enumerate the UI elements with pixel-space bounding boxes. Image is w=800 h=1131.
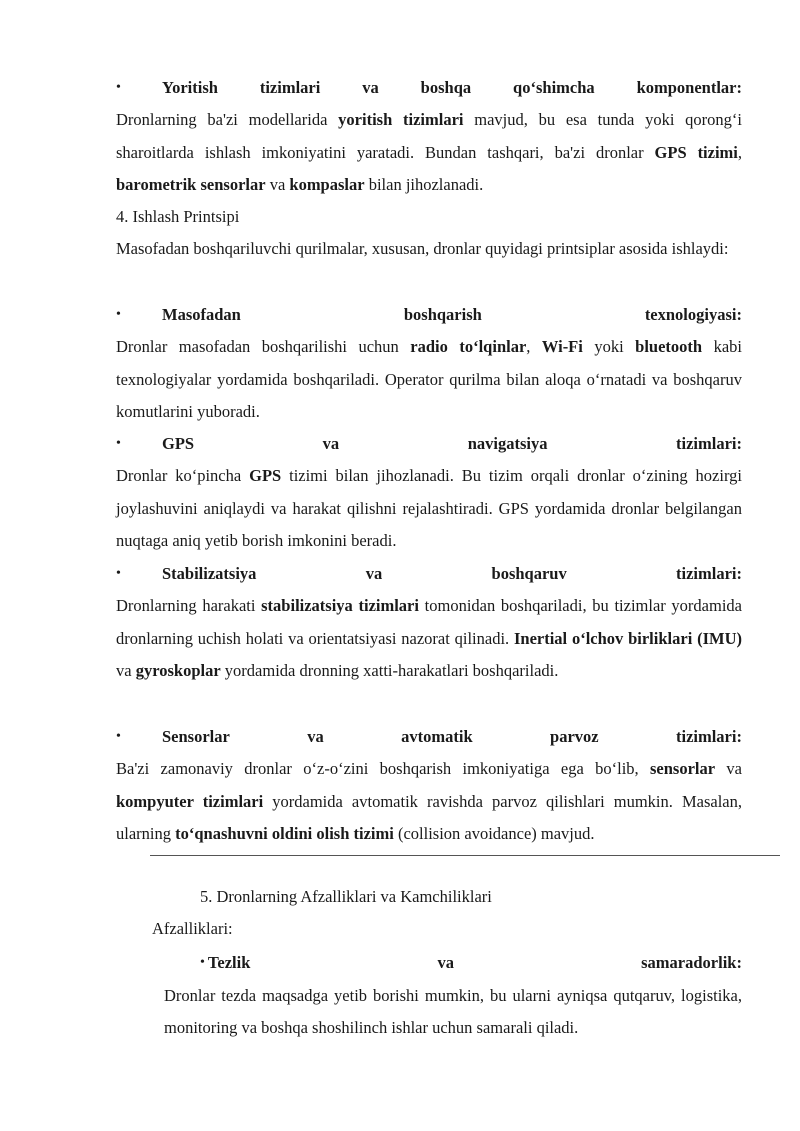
heading-word: avtomatik xyxy=(401,727,473,746)
heading-word: qo‘shimcha xyxy=(513,78,595,97)
horizontal-divider xyxy=(150,855,780,856)
text-run: kabi texnologiyalar yordamida boshqariladi. Operator qurilma bilan aloqa o‘rnatadi va boshqaruv komutlarini yuboradi. xyxy=(116,337,742,421)
text-run: Dronlarning ba'zi modellarida xyxy=(116,110,339,129)
section-title-5: 5. Dronlarning Afzalliklari va Kamchiliklari xyxy=(200,887,492,906)
text-run: va xyxy=(715,759,743,778)
bold-run: kompyuter tizimlari xyxy=(116,791,264,811)
bold-run: gyroskoplar xyxy=(135,661,221,680)
heading-word: boshqa xyxy=(420,78,472,97)
text-run: tizimi bilan jihozlanadi. Bu tizim orqali dronlar o‘zining hozirgi joylashuvini aniqlaydi va harakat qilishni rejalashtiradi. GPS yordamida dronlar belgilangan nuqtaga aniq yetib borish imkonini beradi. xyxy=(116,466,742,550)
heading-word: Stabilizatsiya xyxy=(162,564,257,583)
heading-word: parvoz xyxy=(550,727,599,746)
paragraph-intro: Masofadan boshqariluvchi qurilmalar, xususan, dronlar quyidagi printsiplar asosida ishlaydi: xyxy=(116,239,729,258)
paragraph-gps xyxy=(116,460,742,558)
text-run: , xyxy=(737,142,743,162)
bullet-heading-sensors xyxy=(116,721,742,753)
heading-word: Tezlik xyxy=(207,953,251,972)
heading-word: komponentlar: xyxy=(636,78,742,97)
text-run: yordamida dronning xatti-harakatlari boshqariladi. xyxy=(220,661,559,680)
heading-word: GPS xyxy=(162,434,195,453)
text-run: , xyxy=(526,337,542,356)
heading-word: va xyxy=(365,564,383,583)
heading-word: tizimlari: xyxy=(676,434,742,453)
heading-word: Yoritish xyxy=(162,78,218,97)
bold-run: radio to‘lqinlar xyxy=(410,337,527,356)
bold-run: kompaslar xyxy=(289,175,365,194)
bold-run: stabilizatsiya tizimlari xyxy=(261,596,419,615)
bold-run: yoritish tizimlari xyxy=(338,110,464,129)
paragraph-speed: Dronlar tezda maqsadga yetib borishi mumkin, bu ularni ayniqsa qutqaruv, logistika, monitoring va boshqa shoshilinch ishlar uchun samarali qiladi. xyxy=(164,986,742,1037)
paragraph-lighting xyxy=(116,104,742,202)
bold-run: Wi-Fi xyxy=(541,337,583,356)
bullet-icon: • xyxy=(116,80,121,95)
text-run: va xyxy=(265,175,290,194)
bullet-icon: • xyxy=(116,307,121,322)
text-run: Ba'zi zamonaviy dronlar o‘z-o‘zini boshqarish imkoniyatiga ega bo‘lib, xyxy=(116,759,651,778)
text-run: (collision avoidance) mavjud. xyxy=(393,824,595,843)
bullet-heading-lighting xyxy=(116,72,742,104)
heading-word: va xyxy=(322,434,340,453)
paragraph-sensors xyxy=(116,753,742,851)
heading-word: Sensorlar xyxy=(162,727,230,746)
heading-word: Masofadan xyxy=(162,305,241,324)
paragraph-stabilization xyxy=(116,590,742,688)
bullet-heading-gps xyxy=(116,428,742,460)
bullet-heading-remote-control xyxy=(116,299,742,331)
heading-word: va xyxy=(307,727,324,746)
heading-word: tizimlari xyxy=(259,78,321,97)
bold-run: bluetooth xyxy=(635,337,703,356)
heading-word: boshqaruv xyxy=(491,564,567,583)
paragraph-remote-control xyxy=(116,331,742,429)
bullet-heading-stabilization xyxy=(116,558,742,590)
heading-word: texnologiyasi: xyxy=(644,305,742,324)
bullet-icon: • xyxy=(200,955,205,970)
bold-run: to‘qnashuvni oldini olish tizimi xyxy=(175,824,394,843)
heading-word: tizimlari: xyxy=(676,564,742,583)
subsection-title: Afzalliklari: xyxy=(152,919,233,938)
text-run: bilan jihozlanadi. xyxy=(364,175,484,194)
bold-run: GPS tizimi xyxy=(654,142,738,162)
text-run: va xyxy=(116,661,136,680)
bold-run: Inertial o‘lchov birliklari (IMU) xyxy=(513,628,742,648)
bold-run: GPS xyxy=(249,466,282,485)
text-run: yordamida avtomatik ravishda parvoz qilishlari mumkin. Masalan, ularning xyxy=(116,791,742,843)
text-run: Dronlar masofadan boshqarilishi uchun xyxy=(116,337,411,356)
text-run: Dronlar ko‘pincha xyxy=(116,466,250,485)
section-title-4: 4. Ishlash Printsipi xyxy=(116,207,240,226)
bold-run: sensorlar xyxy=(650,759,716,778)
heading-word: va xyxy=(437,953,455,972)
text-run: tomonidan boshqariladi, bu tizimlar yordamida dronlarning uchish holati va orientatsiyasi nazorat qilinadi. xyxy=(116,596,742,648)
heading-word: samaradorlik: xyxy=(641,953,742,972)
heading-word: navigatsiya xyxy=(467,434,548,453)
heading-word: boshqarish xyxy=(403,305,482,324)
text-run: mavjud, bu esa tunda yoki qorong‘i sharoitlarda ishlash imkoniyatini yaratadi. Bundan tashqari, ba'zi dronlar xyxy=(116,110,742,162)
bold-run: barometrik sensorlar xyxy=(116,175,266,194)
bullet-icon: • xyxy=(116,729,121,744)
bullet-heading-speed xyxy=(200,947,742,979)
heading-word: tizimlari: xyxy=(675,727,742,746)
heading-word: va xyxy=(362,78,379,97)
bullet-icon: • xyxy=(116,566,121,581)
text-run: Dronlarning harakati xyxy=(116,596,262,615)
text-run: yoki xyxy=(582,337,636,356)
bullet-icon: • xyxy=(116,436,121,451)
